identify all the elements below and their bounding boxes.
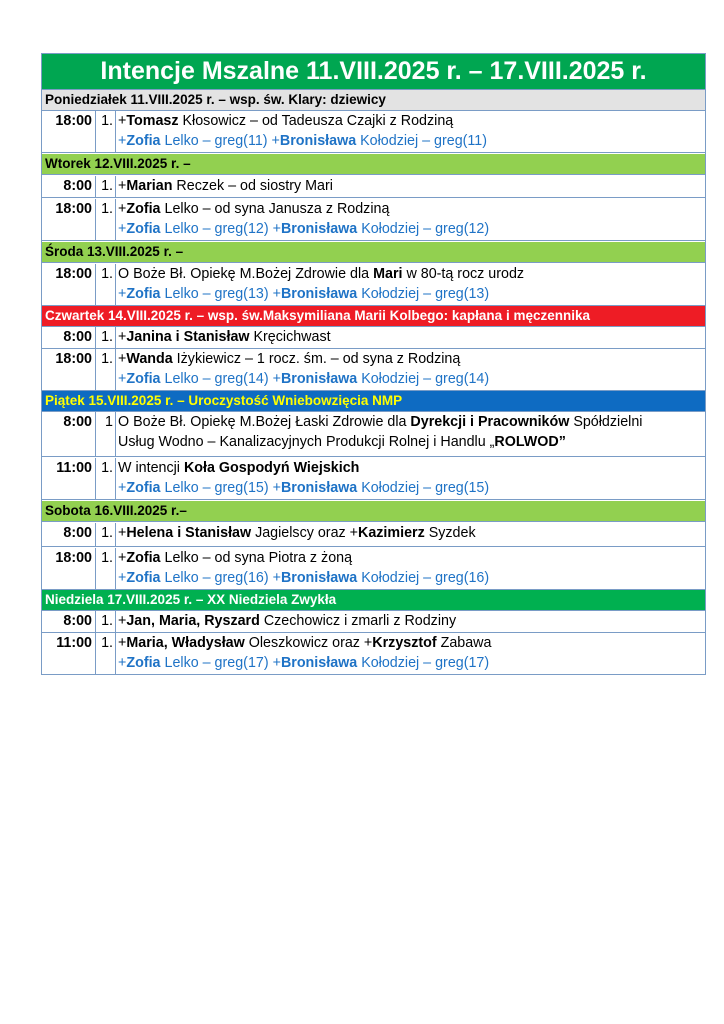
gregorian-line: +Zofia Lelko – greg(17) +Bronisława Kołodziej – greg(17): [118, 655, 490, 671]
intention-number: 1.: [96, 611, 116, 632]
intention-number: 1.: [96, 111, 116, 152]
intention-number: 1.: [96, 176, 116, 197]
gregorian-line: +Zofia Lelko – greg(11) +Bronisława Kołodziej – greg(11): [118, 133, 488, 149]
mass-row-wednesday-1800: [42, 264, 705, 306]
intention-number: 1.: [96, 458, 116, 499]
gregorian-line: +Zofia Lelko – greg(15) +Bronisława Kołodziej – greg(15): [118, 480, 490, 496]
mass-row-tuesday-0800: [42, 176, 705, 198]
intention-text: +Zofia Lelko – od syna Piotra z żoną +Zofia Lelko – greg(16) +Bronisława Kołodziej – greg(16): [116, 548, 705, 589]
mass-time: 18:00: [42, 264, 96, 305]
mass-row-thursday-1800: [42, 349, 705, 391]
gregorian-line: +Zofia Lelko – greg(16) +Bronisława Kołodziej – greg(16): [118, 570, 490, 586]
intention-number: 1.: [96, 327, 116, 348]
day-header-monday: Poniedziałek 11.VIII.2025 r. – wsp. św. Klary: dziewicy: [42, 90, 705, 111]
mass-time: 8:00: [42, 523, 96, 546]
mass-time: 8:00: [42, 412, 96, 456]
mass-time: 8:00: [42, 611, 96, 632]
mass-time: 11:00: [42, 458, 96, 499]
day-header-thursday: Czwartek 14.VIII.2025 r. – wsp. św.Maksymiliana Marii Kolbego: kapłana i męczennika: [42, 306, 705, 327]
mass-intentions-table: [41, 53, 706, 675]
gregorian-line: +Zofia Lelko – greg(13) +Bronisława Kołodziej – greg(13): [118, 286, 490, 302]
gregorian-line: +Zofia Lelko – greg(14) +Bronisława Kołodziej – greg(14): [118, 371, 490, 387]
intention-text: +Janina i Stanisław Kręcichwast: [118, 329, 331, 345]
mass-row-sunday-1100: [42, 633, 705, 674]
mass-row-monday-1800: [42, 111, 705, 153]
mass-time: 11:00: [42, 633, 96, 674]
intention-number: 1.: [96, 264, 116, 305]
intention-number: 1.: [96, 349, 116, 390]
intention-text: +Tomasz Kłosowicz – od Tadeusza Czajki z Rodziną +Zofia Lelko – greg(11) +Bronisława Kołodziej – greg(11): [116, 111, 705, 152]
intention-text: +Helena i Stanisław Jagielscy oraz +Kazimierz Syzdek: [118, 525, 476, 541]
mass-row-sunday-0800: [42, 611, 705, 633]
intention-text: +Jan, Maria, Ryszard Czechowicz i zmarli z Rodziny: [118, 613, 457, 629]
intention-number: 1: [96, 412, 116, 456]
intention-text: W intencji Koła Gospodyń Wiejskich +Zofia Lelko – greg(15) +Bronisława Kołodziej – greg(15): [116, 458, 705, 499]
mass-time: 18:00: [42, 349, 96, 390]
mass-row-friday-1100: [42, 458, 705, 500]
intention-number: 1.: [96, 199, 116, 240]
day-header-friday: Piątek 15.VIII.2025 r. – Uroczystość Wniebowzięcia NMP: [42, 391, 705, 412]
mass-row-friday-0800: [42, 412, 705, 457]
intention-number: 1.: [96, 548, 116, 589]
intention-text: O Boże Bł. Opiekę M.Bożej Zdrowie dla Mari w 80-tą rocz urodz +Zofia Lelko – greg(13) +Bronisława Kołodziej – greg(13): [116, 264, 705, 305]
mass-time: 8:00: [42, 327, 96, 348]
intention-text: +Maria, Władysław Oleszkowicz oraz +Krzysztof Zabawa +Zofia Lelko – greg(17) +Bronisława Kołodziej – greg(17): [116, 633, 705, 674]
gregorian-line: +Zofia Lelko – greg(12) +Bronisława Kołodziej – greg(12): [118, 221, 490, 237]
intention-text: +Wanda Iżykiewicz – 1 rocz. śm. – od syna z Rodziną +Zofia Lelko – greg(14) +Bronisława Kołodziej – greg(14): [116, 349, 705, 390]
intention-text: +Zofia Lelko – od syna Janusza z Rodziną +Zofia Lelko – greg(12) +Bronisława Kołodziej – greg(12): [116, 199, 705, 240]
mass-row-saturday-1800: [42, 548, 705, 590]
mass-time: 18:00: [42, 111, 96, 152]
intention-text: O Boże Bł. Opiekę M.Bożej Łaski Zdrowie dla Dyrekcji i Pracowników Spółdzielni Usług Wodno – Kanalizacyjnych Produkcji Rolnej i Handlu „ROLWOD”: [118, 414, 643, 450]
mass-time: 18:00: [42, 548, 96, 589]
page-title: Intencje Mszalne 11.VIII.2025 r. – 17.VIII.2025 r.: [42, 54, 705, 90]
mass-time: 8:00: [42, 176, 96, 197]
day-header-wednesday: Środa 13.VIII.2025 r. –: [42, 242, 705, 263]
mass-time: 18:00: [42, 199, 96, 240]
mass-row-thursday-0800: [42, 327, 705, 349]
intention-text: +Marian Reczek – od siostry Mari: [118, 178, 333, 194]
mass-row-saturday-0800: [42, 523, 705, 547]
mass-row-tuesday-1800: [42, 199, 705, 241]
day-header-tuesday: Wtorek 12.VIII.2025 r. –: [42, 154, 705, 175]
intention-number: 1.: [96, 523, 116, 546]
day-header-sunday: Niedziela 17.VIII.2025 r. – XX Niedziela Zwykła: [42, 590, 705, 611]
intention-number: 1.: [96, 633, 116, 674]
day-header-saturday: Sobota 16.VIII.2025 r.–: [42, 501, 705, 522]
